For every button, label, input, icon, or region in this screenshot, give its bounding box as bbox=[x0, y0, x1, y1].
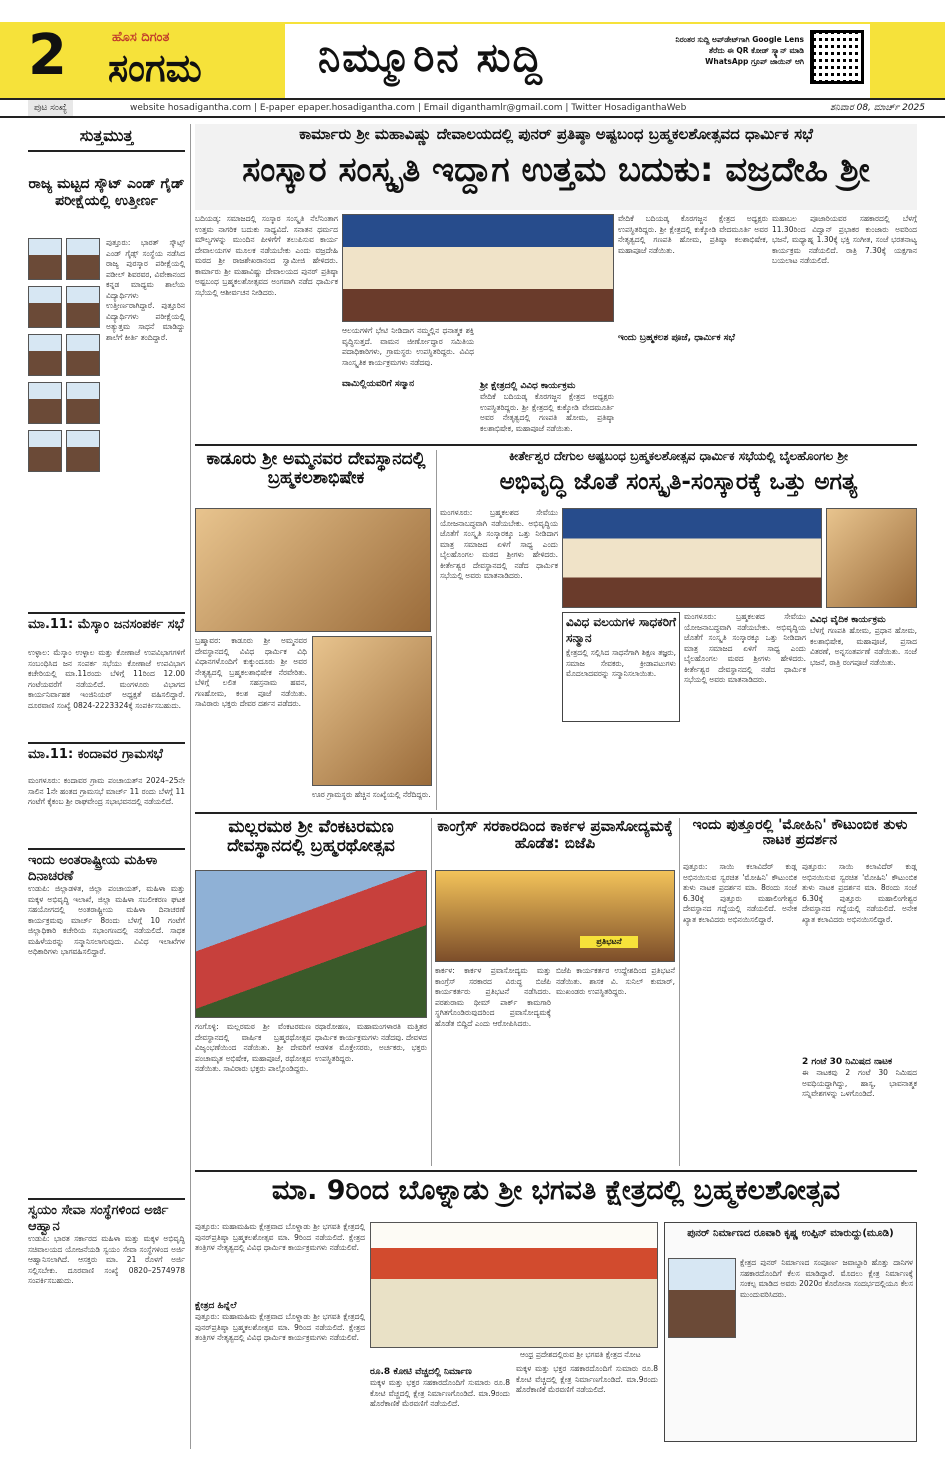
qr-code-pattern bbox=[814, 34, 860, 80]
lead-subhead: ಶ್ರೀ ಕ್ಷೇತ್ರದಲ್ಲಿ ವಿವಿಧ ಕಾರ್ಯಕ್ರಮ bbox=[480, 381, 576, 391]
kadur-headline: ಕಾಡೂರು ಶ್ರೀ ಅಮ್ಮನವರ ದೇವಸ್ಥಾನದಲ್ಲಿ ಬ್ರಹ್ಮಕಲಶಾಭಿಷೇಕ bbox=[206, 449, 426, 488]
lead-subhead: ಇಂದು ಬ್ರಹ್ಮಕಲಶ ಪೂಜೆ, ಧಾರ್ಮಿಕ ಸಭೆ bbox=[618, 333, 735, 343]
lead-photo bbox=[342, 214, 614, 322]
lead-body-5: ಮಹಾಬಲ ಪೂಜಾರಿಯವರ ಸಹಕಾರದಲ್ಲಿ ಬೆಳಗ್ಗೆ 11.30ರಿಂದ ವಿದ್ವಾನ್ ಪ್ರಭಾಕರ ಕುಂಜಾರು ಅವರಿಂದ ಭಜನೆ, ಮಧ್ಯಾಹ್ನ 1.30ಕ್ಕೆ ಭಕ್ತಿ ಸಂಗೀತ, ಸಂಜೆ ಭರತನಾಟ್ಯ ಕಾರ್ಯಕ್ರಮ ನಡೆಯಲಿದೆ. ರಾತ್ರಿ 7.30ಕ್ಕೆ ಯಕ್ಷಗಾನ ಬಯಲಾಟ ನಡೆಯಲಿದೆ. bbox=[772, 214, 917, 265]
contact-links[interactable]: website hosadiganthа.com | E-paper epaper.hosadigantha.com | Email diganthamlr@gmail.com | Twitter HosadiganthaWeb bbox=[130, 103, 687, 113]
builder-body: ಕ್ಷೇತ್ರದ ಪುನರ್ ನಿರ್ಮಾಣದ ಸಂಪೂರ್ಣ ಜವಾಬ್ದಾರಿ ಹೊತ್ತು ದಾನಿಗಳ ಸಹಕಾರದೊಂದಿಗೆ ಕೆಲಸ ಮಾಡಿದ್ದಾರೆ. ಮೊದಲು ಕ್ಷೇತ್ರ ನಿರ್ಮಾಣಕ್ಕೆ ಸಂಕಲ್ಪ ಮಾಡಿದ ಅವರು 2020ರ ಕೊರೋನಾ ಸಂದರ್ಭದಲ್ಲಿಯೂ ಕೆಲಸ ಮುಂದುವರಿಸಿದರು. bbox=[740, 1258, 913, 1299]
builder-portrait bbox=[668, 1258, 736, 1338]
mallara-body: ಗಂಗೊಳ್ಳಿ: ಮಲ್ಲರಮಠ ಶ್ರೀ ವೆಂಕಟರಮಣ ದೇವಸ್ಥಾನದಲ್ಲಿ ವಾರ್ಷಿಕ ಬ್ರಹ್ಮರಥೋತ್ಸವ ವಿಜೃಂಭಣೆಯಿಂದ ನಡೆಯಿತು. ಶ್ರೀ ದೇವರಿಗೆ ಪಂಚಾಮೃತ ಅಭಿಷೇಕ, ಮಹಾಪೂಜೆ, ರಥೋತ್ಸವ ನಡೆಯಿತು. ಸಾವಿರಾರು ಭಕ್ತರು ಪಾಲ್ಗೊಂಡಿದ್ದರು. bbox=[195, 1022, 311, 1073]
felicitation-body: ಕ್ಷೇತ್ರದಲ್ಲಿ ಸಲ್ಲಿಸಿದ ಸಾಧನೆಗಾಗಿ ಶಿಕ್ಷಣ ತಜ್ಞರು, ಸಮಾಜ ಸೇವಕರು, ಕ್ರೀಡಾಪಟುಗಳು ಮೊದಲಾದವರನ್ನು ಸನ್ಮಾನಿಸಲಾಯಿತು. bbox=[566, 648, 676, 678]
womens-day-headline: ಇಂದು ಅಂತರಾಷ್ಟ್ರೀಯ ಮಹಿಳಾ ದಿನಾಚರಣೆ bbox=[28, 848, 185, 885]
kandavara-body: ಮಂಗಳೂರು: ಕಂದಾವರ ಗ್ರಾಮ ಪಂಚಾಯತ್‌ನ 2024–25ನೇ ಸಾಲಿನ 1ನೇ ಹಂತದ ಗ್ರಾಮಸಭೆ ಮಾರ್ಚ್ 11 ರಂದು ಬೆಳಗ್ಗೆ 11 ಗಂಟೆಗೆ ಕೈಕಂಬ ಶ್ರೀ ರಾಘವೇಂದ್ರ ಸಭಾಭವನದಲ್ಲಿ ನಡೆಯಲಿದೆ. bbox=[28, 776, 185, 806]
kadur-body: ಬ್ರಹ್ಮಾವರ: ಕಾಡೂರು ಶ್ರೀ ಅಮ್ಮನವರ ದೇವಸ್ಥಾನದಲ್ಲಿ ವಿವಿಧ ಧಾರ್ಮಿಕ ವಿಧಿ ವಿಧಾನಗಳೊಂದಿಗೆ ಕುಕ್ಕುಂದೂರು ಶ್ರೀ ಅವರ ನೇತೃತ್ವದಲ್ಲಿ ಬ್ರಹ್ಮಕಲಶಾಭಿಷೇಕ ನೆರವೇರಿತು. ಬೆಳಿಗ್ಗೆ ಲಲಿತ ಸಹಸ್ರನಾಮ ಹವನ, ಗಣಹೋಮ, ಕಲಶ ಪೂಜೆ ನಡೆಯಿತು. ಸಾವಿರಾರು ಭಕ್ತರು ದೇವರ ದರ್ಶನ ಪಡೆದರು. bbox=[195, 636, 307, 708]
mohini-body-3: ಈ ನಾಟಕವು 2 ಗಂಟೆ 30 ನಿಮಿಷದ ಅವಧಿಯದ್ದಾಗಿದ್ದು, ಹಾಸ್ಯ, ಭಾವನಾತ್ಮಕ ಸನ್ನಿವೇಶಗಳನ್ನು ಒಳಗೊಂಡಿದೆ. bbox=[802, 1068, 917, 1098]
column-divider bbox=[431, 818, 432, 1166]
keerthi-body: ಮಂಗಳೂರು: ಬ್ರಹ್ಮಕಲಶದ ಸೇವೆಯು ಯೋಜನಾಬದ್ಧವಾಗಿ ನಡೆಯಬೇಕು. ಅಭಿವೃದ್ಧಿಯ ಜೊತೆಗೆ ಸಂಸ್ಕೃತಿ ಸಂಸ್ಕಾರಕ್ಕೂ ಒತ್ತು ನೀಡಿದಾಗ ಮಾತ್ರ ಸಮಾಜದ ಏಳಿಗೆ ಸಾಧ್ಯ ಎಂದು ಬೈಲಹೊಂಗಲ ಮಠದ ಶ್ರೀಗಳು ಹೇಳಿದರು. ಕೀರ್ತೇಶ್ವರ ದೇವಸ್ಥಾನದಲ್ಲಿ ನಡೆದ ಧಾರ್ಮಿಕ ಸಭೆಯಲ್ಲಿ ಅವರು ಮಾತನಾಡಿದರು. bbox=[440, 508, 558, 580]
mohini-headline: ಇಂದು ಪುತ್ತೂರಲ್ಲಿ 'ಮೋಹಿನಿ' ಕೌಟುಂಬಿಕ ತುಳು ನಾಟಕ ಪ್ರದರ್ಶನ bbox=[692, 817, 908, 849]
scout-headline: ರಾಜ್ಯ ಮಟ್ಟದ ಸ್ಕೌಟ್ ಎಂಡ್ ಗೈಡ್ ಪರೀಕ್ಷೆಯಲ್ಲಿ ಉತ್ತೀರ್ಣ bbox=[28, 176, 185, 209]
section-rule bbox=[195, 1170, 917, 1172]
student-photo bbox=[66, 238, 100, 280]
bolnadu-subhead: ಕ್ಷೇತ್ರದ ಹಿನ್ನೆಲೆ bbox=[195, 1301, 237, 1311]
mallara-body-2: ರಥಾರೋಹಣ, ಮಹಾಮಂಗಳಾರತಿ ಮತ್ತಿತರ ಧಾರ್ಮಿಕ ಕಾರ್ಯಕ್ರಮಗಳು ನಡೆದವು. ದೇವಳದ ಆಡಳಿತ ಮೊಕ್ತೇಸರರು, ಅರ್ಚಕರು, ಭಕ್ತರು ಉಪಸ್ಥಿತರಿದ್ದರು. bbox=[315, 1022, 427, 1063]
keerthi-ritual-photo bbox=[826, 508, 917, 608]
student-photo bbox=[28, 238, 62, 280]
bolnadu-subhead-2: ರೂ.8 ಕೋಟಿ ವೆಚ್ಚದಲ್ಲಿ ನಿರ್ಮಾಣ bbox=[370, 1367, 472, 1377]
column-divider bbox=[679, 818, 680, 1166]
lead-kicker: ಕಾರ್ಮಾರು ಶ್ರೀ ಮಹಾವಿಷ್ಣು ದೇವಾಲಯದಲ್ಲಿ ಪುನರ್ ಪ್ರತಿಷ್ಠಾ ಅಷ್ಟಬಂಧ ಬ್ರಹ್ಮಕಲಶೋತ್ಸವದ ಧಾರ್ಮಿಕ ಸಭೆ bbox=[299, 125, 813, 143]
scout-body: ಪುತ್ತೂರು: ಭಾರತ್ ಸ್ಕೌಟ್ಸ್ ಎಂಡ್ ಗೈಡ್ಸ್ ಸಂಸ್ಥೆಯ ನಡೆಸಿದ ರಾಜ್ಯ ಪುರಸ್ಕಾರ ಪರೀಕ್ಷೆಯಲ್ಲಿ ಪಡೀಲ್ ಶಿವರವರ, ವಿವೇಕಾನಂದ ಕನ್ನಡ ಮಾಧ್ಯಮ ಶಾಲೆಯ ವಿದ್ಯಾರ್ಥಿಗಳು ಉತ್ತೀರ್ಣರಾಗಿದ್ದಾರೆ. ಪುತ್ತೂರಿನ ವಿದ್ಯಾರ್ಥಿಗಳು ಪರೀಕ್ಷೆಯಲ್ಲಿ ಅತ್ಯುತ್ತಮ ಸಾಧನೆ ಮಾಡಿದ್ದು ಶಾಲೆಗೆ ಕೀರ್ತಿ ತಂದಿದ್ದಾರೆ. bbox=[106, 238, 185, 342]
bolnadu-body-2: ಪುತ್ತೂರು: ಮಹಾಮಹಿಮ ಕ್ಷೇತ್ರವಾದ ಬೊಳ್ನಾಡು ಶ್ರೀ ಭಗವತಿ ಕ್ಷೇತ್ರದಲ್ಲಿ ಪುನರ್‌ಪ್ರತಿಷ್ಠಾ ಬ್ರಹ್ಮಕಲಶೋತ್ಸವ ಮಾ. 9ರಿಂದ ನಡೆಯಲಿದೆ. ಕ್ಷೇತ್ರದ ತಂತ್ರಿಗಳ ನೇತೃತ್ವದಲ್ಲಿ ವಿವಿಧ ಧಾರ್ಮಿಕ ಕಾರ್ಯಕ್ರಮಗಳು ನಡೆಯಲಿವೆ. bbox=[195, 1312, 365, 1342]
mallara-photo bbox=[195, 870, 427, 1018]
womens-day-body: ಉಡುಪಿ: ಜಿಲ್ಲಾಡಳಿತ, ಜಿಲ್ಲಾ ಪಂಚಾಯತ್, ಮಹಿಳಾ ಮತ್ತು ಮಕ್ಕಳ ಅಭಿವೃದ್ಧಿ ಇಲಾಖೆ, ಜಿಲ್ಲಾ ಮಹಿಳಾ ಸಬಲೀಕರಣ ಘಟಕ ಸಹಯೋಗದಲ್ಲಿ ಅಂತರಾಷ್ಟ್ರೀಯ ಮಹಿಳಾ ದಿನಾಚರಣೆ ಕಾರ್ಯಕ್ರಮವು ಮಾರ್ಚ್ 8ರಂದು ಬೆಳಗ್ಗೆ 10 ಗಂಟೆಗೆ ಜಿಲ್ಲಾಧಿಕಾರಿ ಕಚೇರಿಯ ಸಭಾಂಗಣದಲ್ಲಿ ನಡೆಯಲಿದೆ. ಸಾಧಕ ಮಹಿಳೆಯರನ್ನು ಸನ್ಮಾನಿಸಲಾಗುವುದು. ವಿವಿಧ ಇಲಾಖೆಗಳ ಅಧಿಕಾರಿಗಳು ಭಾಗವಹಿಸಲಿದ್ದಾರೆ. bbox=[28, 884, 185, 956]
student-photo bbox=[28, 382, 62, 424]
bjp-protest-photo bbox=[435, 870, 675, 962]
kandavara-headline: ಮಾ.11: ಕಂದಾವರ ಗ್ರಾಮಸಭೆ bbox=[28, 742, 185, 763]
bolnadu-caption: ಆಂಧ್ರ ಪ್ರದೇಶದಲ್ಲಿರುವ ಶ್ರೀ ಭಗವತಿ ಕ್ಷೇತ್ರದ ನೋಟ bbox=[520, 1350, 641, 1359]
column-title: ಸುತ್ತಮುತ್ತ bbox=[28, 126, 185, 152]
lead-body: ಬದಿಯಡ್ಕ: ಸಮಾಜದಲ್ಲಿ ಸಂಸ್ಕಾರ ಸಂಸ್ಕೃತಿ ನೆಲೆನಿಂತಾಗ ಉತ್ತಮ ನಾಗರಿಕ ಬದುಕು ಸಾಧ್ಯವಿದೆ. ಸನಾತನ ಧರ್ಮದ ಮೌಲ್ಯಗಳನ್ನು ಮುಂದಿನ ಪೀಳಿಗೆಗೆ ತಲುಪಿಸುವ ಕಾರ್ಯ ದೇವಾಲಯಗಳ ಮೂಲಕ ನಡೆಯಬೇಕು ಎಂದು ವಜ್ರದೇಹಿ ಮಠದ ಶ್ರೀ ರಾಜಶೇಖರಾನಂದ ಸ್ವಾಮೀಜಿ ಹೇಳಿದರು. ಕಾರ್ಮಾರು ಶ್ರೀ ಮಹಾವಿಷ್ಣು ದೇವಾಲಯದ ಪುನರ್ ಪ್ರತಿಷ್ಠಾ ಅಷ್ಟಬಂಧ ಬ್ರಹ್ಮಕಲಶೋತ್ಸವದ ಅಂಗವಾಗಿ ನಡೆದ ಧಾರ್ಮಿಕ ಸಭೆಯಲ್ಲಿ ಆಶೀರ್ವಚನ ನೀಡಿದರು. bbox=[195, 214, 338, 297]
bolnadu-body-3: ಮಕ್ಕಳ ಮತ್ತು ಭಕ್ತರ ಸಹಕಾರದೊಂದಿಗೆ ಸುಮಾರು ರೂ.8 ಕೋಟಿ ವೆಚ್ಚದಲ್ಲಿ ಕ್ಷೇತ್ರ ನಿರ್ಮಾಣಗೊಂಡಿದೆ. ಮಾ.9ರಂದು ಹೊರೆಕಾಣಿಕೆ ಮೆರವಣಿಗೆ ನಡೆಯಲಿದೆ. bbox=[370, 1378, 510, 1408]
keerthi-body-2: ಮಂಗಳೂರು: ಬ್ರಹ್ಮಕಲಶದ ಸೇವೆಯು ಯೋಜನಾಬದ್ಧವಾಗಿ ನಡೆಯಬೇಕು. ಅಭಿವೃದ್ಧಿಯ ಜೊತೆಗೆ ಸಂಸ್ಕೃತಿ ಸಂಸ್ಕಾರಕ್ಕೂ ಒತ್ತು ನೀಡಿದಾಗ ಮಾತ್ರ ಸಮಾಜದ ಏಳಿಗೆ ಸಾಧ್ಯ ಎಂದು ಬೈಲಹೊಂಗಲ ಮಠದ ಶ್ರೀಗಳು ಹೇಳಿದರು. ಕೀರ್ತೇಶ್ವರ ದೇವಸ್ಥಾನದಲ್ಲಿ ನಡೆದ ಧಾರ್ಮಿಕ ಸಭೆಯಲ್ಲಿ ಅವರು ಮಾತನಾಡಿದರು. bbox=[684, 612, 806, 684]
bolnadu-body-4: ಮಕ್ಕಳ ಮತ್ತು ಭಕ್ತರ ಸಹಕಾರದೊಂದಿಗೆ ಸುಮಾರು ರೂ.8 ಕೋಟಿ ವೆಚ್ಚದಲ್ಲಿ ಕ್ಷೇತ್ರ ನಿರ್ಮಾಣಗೊಂಡಿದೆ. ಮಾ.9ರಂದು ಹೊರೆಕಾಣಿಕೆ ಮೆರವಣಿಗೆ ನಡೆಯಲಿದೆ. bbox=[516, 1364, 658, 1394]
felicitation-headline: ವಿವಿಧ ವಲಯಗಳ ಸಾಧಕರಿಗೆ ಸನ್ಮಾನ bbox=[566, 615, 676, 645]
ngo-headline: ಸ್ವಯಂ ಸೇವಾ ಸಂಸ್ಥೆಗಳಿಂದ ಅರ್ಜಿ ಆಹ್ವಾನ bbox=[28, 1198, 185, 1235]
bjp-body-2: ಬಿಜೆಪಿ ಕಾರ್ಯಕರ್ತರ ಉದ್ದೇಶದಿಂದ ಪ್ರತಿಭಟನೆ ನಡೆಯಿತು. ಶಾಸಕ ವಿ. ಸುನಿಲ್ ಕುಮಾರ್, ಮುಖಂಡರು ಉಪಸ್ಥಿತರಿದ್ದರು. bbox=[556, 966, 675, 996]
student-photo bbox=[28, 334, 62, 376]
lead-headline: ಸಂಸ್ಕಾರ ಸಂಸ್ಕೃತಿ ಇದ್ದಾಗ ಉತ್ತಮ ಬದುಕು: ವಜ್ರದೇಹಿ ಶ್ರೀ bbox=[242, 150, 870, 190]
page-label: ಪುಟ ಸಂಖ್ಯೆ bbox=[28, 100, 73, 116]
section-rule bbox=[195, 812, 917, 814]
mohini-subhead: 2 ಗಂಟೆ 30 ನಿಮಿಷದ ನಾಟಕ bbox=[802, 1057, 893, 1067]
publication-name: ಹೊಸ ದಿಗಂತ bbox=[112, 30, 170, 45]
lead-body-2: ಆಲಯಗಳಿಗೆ ಭೇಟಿ ನೀಡಿದಾಗ ನಮ್ಮಲ್ಲಿನ ಧನಾತ್ಮಕ ಶಕ್ತಿ ವೃದ್ಧಿಸುತ್ತದೆ. ವಾಮನ ಜೀರ್ಣೋದ್ಧಾರ ಸಮಿತಿಯ ಪದಾಧಿಕಾರಿಗಳು, ಗ್ರಾಮಸ್ಥರು ಉಪಸ್ಥಿತರಿದ್ದರು. ವಿವಿಧ ಸಾಂಸ್ಕೃತಿಕ ಕಾರ್ಯಕ್ರಮಗಳು ನಡೆದವು. bbox=[342, 326, 474, 367]
ngo-body: ಉಡುಪಿ: ಭಾರತ ಸರ್ಕಾರದ ಮಹಿಳಾ ಮತ್ತು ಮಕ್ಕಳ ಅಭಿವೃದ್ಧಿ ಸಚಿವಾಲಯದ ಯೋಜನೆಯಡಿ ಸ್ವಯಂ ಸೇವಾ ಸಂಸ್ಥೆಗಳಿಂದ ಅರ್ಜಿ ಆಹ್ವಾನಿಸಲಾಗಿದೆ. ಆಸಕ್ತರು ಮಾ. 21 ರೊಳಗೆ ಅರ್ಜಿ ಸಲ್ಲಿಸಬೇಕು. ದೂರವಾಣಿ ಸಂಖ್ಯೆ 0820–2574978 ಸಂಪರ್ಕಿಸಬಹುದು. bbox=[28, 1234, 185, 1285]
section-title: ನಿಮ್ಮೂರಿನ ಸುದ್ದಿ bbox=[318, 35, 544, 81]
mohini-body: ಪುತ್ತೂರು: ಸಾಯಿ ಕಲಾವಿದೆರ್ ಕುಡ್ಲ ಅಭಿನಯಿಸುವ ಸ್ವರಚಿತ 'ಮೋಹಿನಿ' ಕೌಟುಂಬಿಕ ತುಳು ನಾಟಕ ಪ್ರದರ್ಶನ ಮಾ. 8ರಂದು ಸಂಜೆ 6.30ಕ್ಕೆ ಪುತ್ತೂರು ಮಹಾಲಿಂಗೇಶ್ವರ ದೇವಸ್ಥಾನದ ಗದ್ದೆಯಲ್ಲಿ ನಡೆಯಲಿದೆ. ಅನೇಕ ಖ್ಯಾತ ಕಲಾವಿದರು ಅಭಿನಯಿಸಲಿದ್ದಾರೆ. bbox=[683, 862, 797, 924]
lead-body-3: ವೇದಿಕೆ ಬದಿಯಡ್ಕ ಕೊರಗಜ್ಜನ ಕ್ಷೇತ್ರದ ಅಧ್ಯಕ್ಷರು ಉಪಸ್ಥಿತರಿದ್ದರು. ಶ್ರೀ ಕ್ಷೇತ್ರದಲ್ಲಿ ಕುಕ್ಕೋಡಿ ವೇದಮೂರ್ತಿ ಅವರ ನೇತೃತ್ವದಲ್ಲಿ ಗಣಪತಿ ಹೋಮ, ಪ್ರತಿಷ್ಠಾ ಕಲಶಾಭಿಷೇಕ, ಮಹಾಪೂಜೆ ನಡೆಯಿತು. bbox=[480, 392, 614, 433]
mohini-body-2: ಪುತ್ತೂರು: ಸಾಯಿ ಕಲಾವಿದೆರ್ ಕುಡ್ಲ ಅಭಿನಯಿಸುವ ಸ್ವರಚಿತ 'ಮೋಹಿನಿ' ಕೌಟುಂಬಿಕ ತುಳು ನಾಟಕ ಪ್ರದರ್ಶನ ಮಾ. 8ರಂದು ಸಂಜೆ 6.30ಕ್ಕೆ ಪುತ್ತೂರು ಮಹಾಲಿಂಗೇಶ್ವರ ದೇವಸ್ಥಾನದ ಗದ್ದೆಯಲ್ಲಿ ನಡೆಯಲಿದೆ. ಅನೇಕ ಖ್ಯಾತ ಕಲಾವಿದರು ಅಭಿನಯಿಸಲಿದ್ದಾರೆ. bbox=[802, 862, 917, 924]
kadur-deity-photo bbox=[312, 636, 432, 786]
keerthi-body-3: ಬೆಳಗ್ಗೆ ಗಣಪತಿ ಹೋಮ, ಪ್ರಧಾನ ಹೋಮ, ಕಲಶಾಭಿಷೇಕ, ಮಹಾಪೂಜೆ, ಪ್ರಸಾದ ವಿತರಣೆ, ಅನ್ನಸಂತರ್ಪಣೆ ನಡೆಯಿತು. ಸಂಜೆ ಭಜನೆ, ರಾತ್ರಿ ರಂಗಪೂಜೆ ನಡೆಯಿತು. bbox=[810, 626, 917, 667]
mescom-headline: ಮಾ.11: ಮೆಸ್ಕಾಂ ಜನಸಂಪರ್ಕ ಸಭೆ bbox=[28, 612, 185, 633]
kadur-caption: ಊರ ಗ್ರಾಮಸ್ಥರು ಹೆಚ್ಚಿನ ಸಂಖ್ಯೆಯಲ್ಲಿ ನೆರೆದಿದ್ದರು. bbox=[312, 790, 431, 799]
column-divider bbox=[436, 450, 437, 810]
column-divider bbox=[190, 124, 191, 1449]
lead-body-4: ವೇದಿಕೆ ಬದಿಯಡ್ಕ ಕೊರಗಜ್ಜನ ಕ್ಷೇತ್ರದ ಅಧ್ಯಕ್ಷರು ಉಪಸ್ಥಿತರಿದ್ದರು. ಶ್ರೀ ಕ್ಷೇತ್ರದಲ್ಲಿ ಕುಕ್ಕೋಡಿ ವೇದಮೂರ್ತಿ ಅವರ ನೇತೃತ್ವದಲ್ಲಿ ಗಣಪತಿ ಹೋಮ, ಪ್ರತಿಷ್ಠಾ ಕಲಶಾಭಿಷೇಕ, ಮಹಾಪೂಜೆ ನಡೆಯಿತು. bbox=[618, 214, 768, 255]
bolnadu-headline: ಮಾ. 9ರಿಂದ ಬೊಳ್ನಾಡು ಶ್ರೀ ಭಗವತಿ ಕ್ಷೇತ್ರದಲ್ಲಿ ಬ್ರಹ್ಮಕಲಶೋತ್ಸವ bbox=[271, 1175, 841, 1206]
bjp-headline: ಕಾಂಗ್ರೆಸ್ ಸರಕಾರದಿಂದ ಕಾರ್ಕಳ ಪ್ರವಾಸೋದ್ಯಮಕ್ಕೆ ಹೊಡೆತ: ಬಿಜೆಪಿ bbox=[437, 817, 673, 852]
protest-banner: ಪ್ರತಿಭಟನೆ bbox=[580, 936, 638, 948]
bolnadu-temple-photo bbox=[370, 1222, 658, 1348]
masthead-accent bbox=[870, 24, 945, 98]
qr-note: ನಿರಂತರ ಸುದ್ದಿ ಅಪ್‌ಡೇಟ್‌ಗಾಗಿ Google Lens ತೆರೆದು ಈ QR ಕೋಡ್ ಸ್ಕ್ಯಾನ್ ಮಾಡಿ WhatsApp ಗ್ರೂಪ್ ಜಾಯಿನ್ ಆಗಿ bbox=[675, 35, 804, 66]
student-photo bbox=[66, 382, 100, 424]
section-rule bbox=[195, 444, 917, 446]
student-photo bbox=[66, 286, 100, 328]
student-photo bbox=[66, 430, 100, 472]
bjp-body: ಕಾರ್ಕಳ: ಕಾರ್ಕಳ ಪ್ರವಾಸೋದ್ಯಮ ಮತ್ತು ಕಾಂಗ್ರೆಸ್ ಸರಕಾರದ ವಿರುದ್ಧ ಬಿಜೆಪಿ ಕಾರ್ಯಕರ್ತರು ಪ್ರತಿಭಟನೆ ನಡೆಸಿದರು. ಪರಶುರಾಮ ಥೀಮ್ ಪಾರ್ಕ್ ಕಾಮಗಾರಿ ಸ್ಥಗಿತಗೊಂಡಿರುವುದರಿಂದ ಪ್ರವಾಸೋದ್ಯಮಕ್ಕೆ ಹೊಡೆತ ಬಿದ್ದಿದೆ ಎಂದು ಆರೋಪಿಸಿದರು. bbox=[435, 966, 551, 1028]
info-bar bbox=[0, 98, 945, 118]
kadur-photo bbox=[195, 508, 431, 632]
keerthi-kicker: ಕೀರ್ತೇಶ್ವರ ದೇಗುಲ ಅಷ್ಟಬಂಧ ಬ್ರಹ್ಮಕಲಶೋತ್ಸವ ಧಾರ್ಮಿಕ ಸಭೆಯಲ್ಲಿ ಬೈಲಹೊಂಗಲ ಶ್ರೀ bbox=[509, 449, 848, 463]
student-photo bbox=[66, 334, 100, 376]
keerthi-subhead: ವಿವಿಧ ವೈದಿಕ ಕಾರ್ಯಕ್ರಮ bbox=[810, 615, 886, 625]
edition-name: ಸಂಗಮ bbox=[108, 46, 202, 90]
student-photo bbox=[28, 286, 62, 328]
page-number: 2 bbox=[28, 23, 67, 88]
bolnadu-body: ಪುತ್ತೂರು: ಮಹಾಮಹಿಮ ಕ್ಷೇತ್ರವಾದ ಬೊಳ್ನಾಡು ಶ್ರೀ ಭಗವತಿ ಕ್ಷೇತ್ರದಲ್ಲಿ ಪುನರ್‌ಪ್ರತಿಷ್ಠಾ ಬ್ರಹ್ಮಕಲಶೋತ್ಸವ ಮಾ. 9ರಿಂದ ನಡೆಯಲಿದೆ. ಕ್ಷೇತ್ರದ ತಂತ್ರಿಗಳ ನೇತೃತ್ವದಲ್ಲಿ ವಿವಿಧ ಧಾರ್ಮಿಕ ಕಾರ್ಯಕ್ರಮಗಳು ನಡೆಯಲಿವೆ. bbox=[195, 1222, 365, 1252]
issue-date: ಶನಿವಾರ 08, ಮಾರ್ಚ್ 2025 bbox=[830, 103, 925, 113]
mescom-body: ಉಳ್ಳಾಲ: ಮೆಸ್ಕಾಂ ಉಳ್ಳಾಲ ಮತ್ತು ಕೋಣಾಜೆ ಉಪವಿಭಾಗಗಳಿಗೆ ಸಂಬಂಧಿಸಿದ ಜನ ಸಂಪರ್ಕ ಸಭೆಯು ಕೋಣಾಜೆ ಉಪವಿಭಾಗ ಕಚೇರಿಯಲ್ಲಿ ಮಾ.11ರಂದು ಬೆಳಿಗ್ಗೆ 11ರಿಂದ 12.00 ಗಂಟೆಯವರೆಗೆ ನಡೆಯಲಿದೆ. ಮಂಗಳೂರು ವಿಭಾಗದ ಕಾರ್ಯನಿರ್ವಾಹಕ ಇಂಜಿನಿಯರ್ ಅಧ್ಯಕ್ಷತೆ ವಹಿಸಲಿದ್ದಾರೆ. ದೂರವಾಣಿ ಸಂಖ್ಯೆ 0824-2223324ಕ್ಕೆ ಸಂಪರ್ಕಿಸಬಹುದು. bbox=[28, 648, 185, 710]
keerthi-photo bbox=[562, 508, 822, 608]
keerthi-headline: ಅಭಿವೃದ್ಧಿ ಜೊತೆ ಸಂಸ್ಕೃತಿ-ಸಂಸ್ಕಾರಕ್ಕೆ ಒತ್ತು ಅಗತ್ಯ bbox=[499, 469, 858, 495]
mallara-headline: ಮಲ್ಲರಮಠ ಶ್ರೀ ವೆಂಕಟರಮಣ ದೇವಸ್ಥಾನದಲ್ಲಿ ಬ್ರಹ್ಮರಥೋತ್ಸವ bbox=[227, 817, 395, 856]
lead-subhead: ವಾಮಿಲ್ಲಿಯವರಿಗೆ ಸನ್ಮಾನ bbox=[342, 379, 415, 389]
builder-headline: ಪುನರ್ ನಿರ್ಮಾಣದ ರೂವಾರಿ ಕೃಷ್ಣ ಉಪ್ಪಿನ್ ಮಾರುದ್ದು(ಮೂಡಿ) bbox=[687, 1228, 894, 1239]
student-photo bbox=[28, 430, 62, 472]
